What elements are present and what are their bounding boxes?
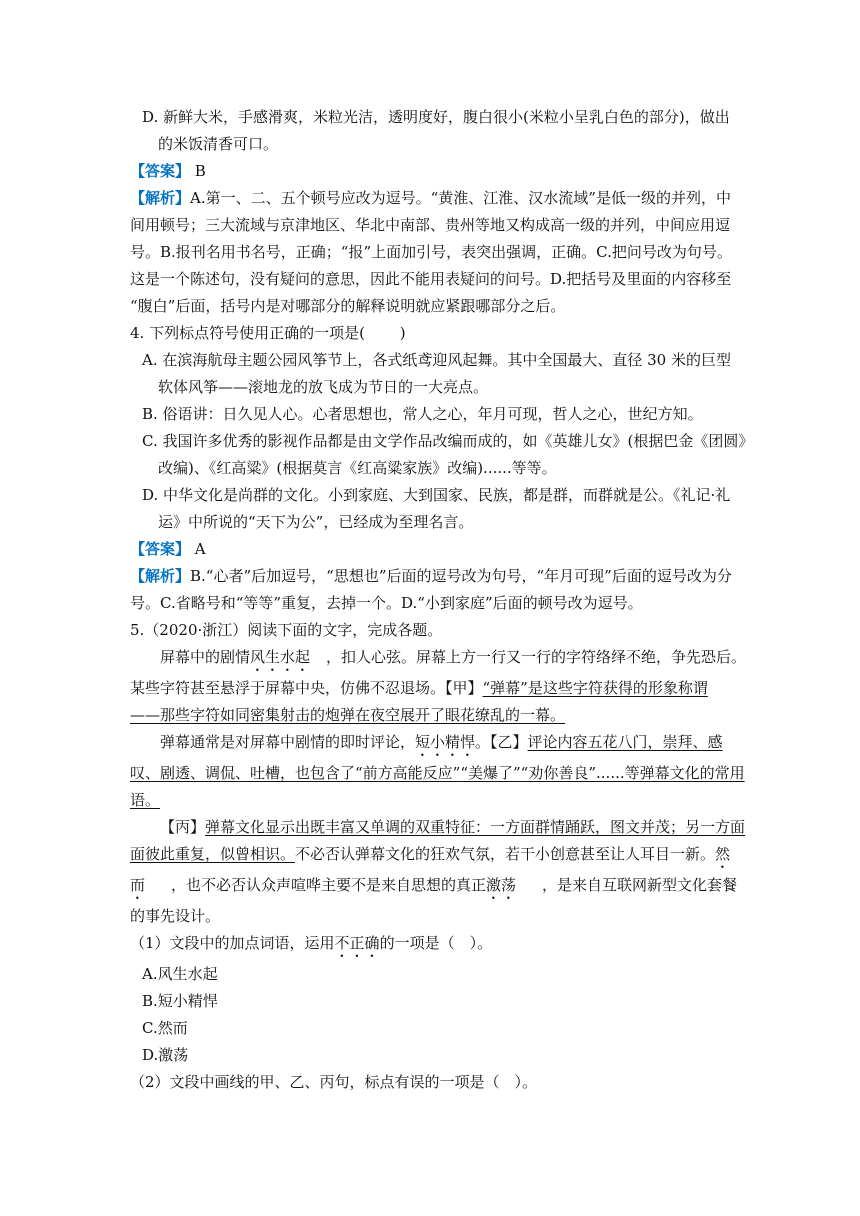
answer-tag: 【答案】 xyxy=(130,540,191,558)
p3-text-b: 不必否认弹幕文化的狂欢气氛，若干小创意甚至让人耳目一新。 xyxy=(295,845,716,863)
answer-tag: 【答案】 xyxy=(130,162,191,180)
p3-label: 【丙】 xyxy=(160,818,206,836)
sub1-text-b: 的一项是（ ）。 xyxy=(379,934,493,952)
question-4 xyxy=(130,320,754,617)
underlined-sentence-jia: “弹幕”是这些字符获得的形象称谓 xyxy=(482,679,708,697)
q3-answer xyxy=(130,158,740,185)
dotted-word-ran: 然 xyxy=(715,845,731,863)
q5-stem: 5.（2020·浙江）阅读下面的文字，完成各题。 xyxy=(130,621,443,639)
q5-sub2-stem: （2）文段中画线的甲、乙、丙句，标点有误的一项是（ ）。 xyxy=(130,1073,538,1091)
q4-analysis xyxy=(130,563,740,590)
q5-passage-p1-line2 xyxy=(130,675,740,702)
analysis-tag: 【解析】 xyxy=(130,189,191,207)
underlined-sentence-yi: 评论内容五花八门，崇拜、感 xyxy=(527,733,723,751)
q5-sub1-option-c: C.然而 xyxy=(142,1019,188,1037)
analysis-tag: 【解析】 xyxy=(130,567,191,585)
q5-passage-p1-line3 xyxy=(130,702,740,729)
q5-passage-p3-line1 xyxy=(130,814,746,841)
sub1-text: （1）文段中的加点词语，运用 xyxy=(130,934,335,952)
q4-option-a: A. 在滨海航母主题公园风筝节上，各式纸鸢迎风起舞。其中全国最大、直径 30 米的巨型 xyxy=(142,351,731,369)
answer-value: B xyxy=(194,162,206,180)
q5-passage-p3-line4: 的事先设计。 xyxy=(130,907,221,925)
q5-sub1-option-d: D.激荡 xyxy=(142,1046,189,1064)
q3-analysis-line4: 这是一个陈述句，没有疑问的意思，因此不能用表疑问的问号。D.把括号及里面的内容移至 xyxy=(130,270,732,288)
q3-option-d-line1: D. 新鲜大米，手感滑爽，米粒光洁，透明度好，腹白很小(米粒小呈乳白色的部分)，做出 xyxy=(142,108,730,126)
dotted-phrase-fengshengshuiqi: 风生水起 xyxy=(250,648,311,666)
p3-text-d: ，是来自互联网新型文化套餐 xyxy=(542,876,738,894)
q3-analysis-line2: 间用顿号；三大流域与京津地区、华北中南部、贵州等地又构成高一级的并列，中间应用逗 xyxy=(130,216,731,234)
q4-analysis-line2: 号。C.省略号和“等等”重复，去掉一个。D.“小到家庭”后面的顿号改为逗号。 xyxy=(130,594,643,612)
q5-passage-p1-line1 xyxy=(130,644,747,675)
q4-option-c: C. 我国许多优秀的影视作品都是由文学作品改编而成的，如《英雄儿女》(根据巴金《团圆》 xyxy=(142,432,754,450)
q5-passage-p3-line3 xyxy=(130,872,740,903)
q4-stem: 4. 下列标点符号使用正确的一项是( ) xyxy=(130,324,406,342)
underlined-sentence-bing-cont: 面彼此重复，似曾相识。 xyxy=(130,845,296,863)
underlined-sentence-yi-cont: 叹、剧透、调侃、吐槽，也包含了“前方高能反应”“美爆了”“劝你善良”......等弹幕文化的常用 xyxy=(130,764,745,782)
dotted-word-buzhengque: 不正确 xyxy=(334,934,380,952)
p2-text-b: 。【乙】 xyxy=(475,733,528,751)
q5-sub1-option-b: B.短小精悍 xyxy=(142,992,218,1010)
q3-option-d-line2: 的米饭清香可口。 xyxy=(158,135,279,153)
p1-text: 屏幕中的剧情 xyxy=(160,648,251,666)
answer-value: A xyxy=(194,540,206,558)
underlined-sentence-bing: 弹幕文化显示出既丰富又单调的双重特征：一方面群情踊跃，图文并茂；另一方面 xyxy=(205,818,746,836)
dotted-word-jidang: 激荡 xyxy=(486,876,517,894)
analysis-text: A.第一、二、五个顿号应改为逗号。“黄淮、江淮、汉水流域”是低一级的并列，中 xyxy=(190,189,731,207)
p3-text-c: ，也不必否认众声喧哗主要不是来自思想的真正 xyxy=(171,876,487,894)
underlined-sentence-jia-cont: ——那些字符如同密集射击的炮弹在夜空展开了眼花缭乱的一幕。 xyxy=(130,706,566,724)
q3-analysis xyxy=(130,185,740,212)
q5-sub1-stem xyxy=(130,930,740,961)
dotted-phrase-duanxiaojinghan: 短小精悍 xyxy=(415,733,476,751)
analysis-text: B.“心者”后加逗号，“思想也”后面的逗号改为句号，“年月可现”后面的逗号改为分 xyxy=(190,567,732,585)
q4-option-d: D. 中华文化是尚群的文化。小到家庭、大到国家、民族，都是群，而群就是公。《礼记·礼 xyxy=(142,486,731,504)
q5-passage-p3-line2 xyxy=(130,841,740,872)
p1-text-c: 某些字符甚至悬浮于屏幕中央，仿佛不忍退场。【甲】 xyxy=(130,679,483,697)
q5-passage-p2-line2 xyxy=(130,760,745,787)
p2-text: 弹幕通常是对屏幕中剧情的即时评论， xyxy=(160,733,416,751)
q4-option-d-line2: 运》中所说的“天下为公”，已经成为至理名言。 xyxy=(158,513,474,531)
q3-analysis-line5: “腹白”后面，括号内是对哪部分的解释说明就应紧跟哪部分之后。 xyxy=(130,297,566,315)
underlined-sentence-yi-end: 语。 xyxy=(130,791,161,809)
q4-option-a-line2: 软体风筝——滚地龙的放飞成为节日的一大亮点。 xyxy=(158,378,489,396)
question-3-continued xyxy=(130,104,740,320)
q4-option-b: B. 俗语讲：日久见人心。心者思想也，常人之心，年月可现，哲人之心，世纪方知。 xyxy=(142,405,703,423)
q5-sub1-option-a: A.风生水起 xyxy=(142,965,218,983)
q5-passage-p2-line3 xyxy=(130,787,740,814)
question-5 xyxy=(130,617,747,1096)
dotted-word-er: 而 xyxy=(130,876,146,894)
q3-analysis-line3: 号。B.报刊名用书名号，正确；“报”上面加引号，表突出强调，正确。C.把问号改为句号。 xyxy=(130,243,732,261)
p1-text-b: ，扣人心弦。屏幕上方一行又一行的字符络绎不绝，争先恐后。 xyxy=(326,648,747,666)
q4-answer xyxy=(130,536,740,563)
q5-passage-p2-line1 xyxy=(130,729,740,760)
q4-option-c-line2: 改编)、《红高粱》(根据莫言《红高粱家族》改编)......等等。 xyxy=(158,459,557,477)
